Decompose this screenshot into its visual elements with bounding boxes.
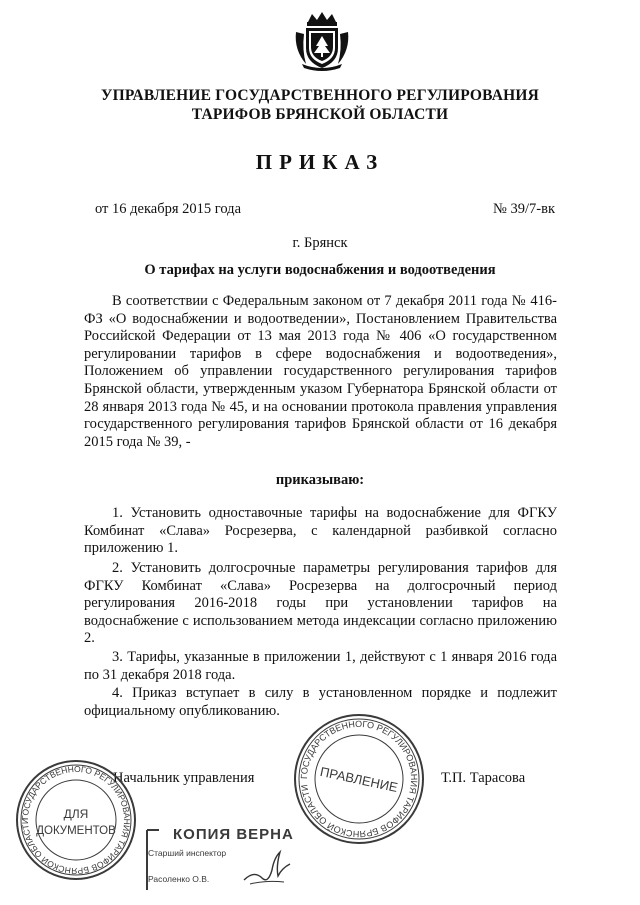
- document-subject: О тарифах на услуги водоснабжения и водоотведения: [144, 262, 496, 278]
- copy-stamp-role: Старший инспектор: [148, 848, 227, 858]
- documents-seal-stamp: [14, 758, 138, 882]
- decree-word: приказываю:: [275, 472, 365, 488]
- documents-seal-line2: ДОКУМЕНТОВ: [36, 825, 116, 837]
- signatory-position: Начальник управления: [113, 770, 255, 786]
- documents-seal-ring-text: ГОСУДАРСТВЕННОГО РЕГУЛИРОВАНИЯ ТАРИФОВ БРЯНСКОЙ ОБЛАСТИ: [19, 763, 133, 877]
- order-item-2: 2. Установить долгосрочные параметры регулирования тарифов для ФГКУ Комбинат «Слава» Росрезерва на долгосрочный период регулирования 2016-2018 годы при установлении тарифов на водоснабжение с использованием метода индексации согласно приложению 2.: [84, 560, 557, 647]
- board-seal-ring-text: ГОСУДАРСТВЕННОГО РЕГУЛИРОВАНИЯ ТАРИФОВ БРЯНСКОЙ ОБЛАСТИ: [298, 718, 420, 840]
- order-item-3: 3. Тарифы, указанные в приложении 1, действуют с 1 января 2016 года по 31 декабря 2018 года.: [84, 649, 557, 683]
- copy-stamp-name: Расоленко О.В.: [148, 874, 210, 884]
- documents-seal-line1: ДЛЯ: [63, 807, 89, 821]
- preamble-paragraph: В соответствии с Федеральным законом от 7 декабря 2011 года № 416-ФЗ «О водоснабжении и водоотведении», Постановлением Правительства Российской Федерации от 13 мая 2013 года № 406 «О государственном регулировании тарифов в сфере водоснабжения и водоотведения», Положением об управлении государственного регулирования тарифов Брянской области, утвержденным указом Губернатора Брянской области от 28 января 2013 года № 45, и на основании протокола правления управления государственного регулирования тарифов Брянской области от 16 декабря 2015 года № 39, -: [84, 293, 557, 450]
- copy-stamp-title: КОПИЯ ВЕРНА: [173, 826, 294, 843]
- document-type-title: ПРИКАЗ: [255, 150, 385, 174]
- signatory-name: Т.П. Тарасова: [441, 770, 526, 786]
- board-seal-stamp: [292, 712, 426, 846]
- board-seal-center: ПРАВЛЕНИЕ: [318, 763, 400, 796]
- document-date: от 16 декабря 2015 года: [95, 201, 241, 217]
- order-item-4: 4. Приказ вступает в силу в установленном порядке и подлежит официальному опубликованию.: [84, 685, 557, 719]
- order-item-1: 1. Установить одноставочные тарифы на водоснабжение для ФГКУ Комбинат «Слава» Росрезерва, с календарной разбивкой согласно приложению 1.: [84, 505, 557, 557]
- handwritten-signature: [240, 840, 298, 890]
- coat-of-arms-icon: [292, 10, 352, 72]
- document-number: № 39/7-вк: [493, 201, 555, 217]
- organization-name-line2: ТАРИФОВ БРЯНСКОЙ ОБЛАСТИ: [191, 106, 449, 123]
- organization-name-line1: УПРАВЛЕНИЕ ГОСУДАРСТВЕННОГО РЕГУЛИРОВАНИЯ: [101, 87, 539, 104]
- document-city: г. Брянск: [292, 235, 348, 251]
